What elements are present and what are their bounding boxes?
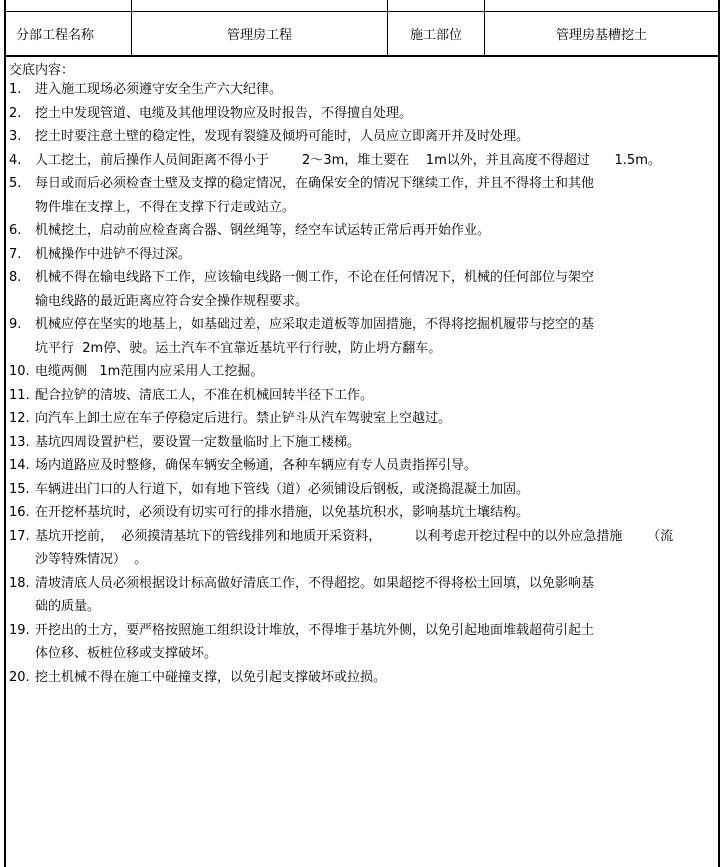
list-item <box>6 313 718 360</box>
item-number: 6. <box>9 223 22 238</box>
item-number: 8. <box>9 270 22 285</box>
item-text: 机械挖土，启动前应检查离合器、钢丝绳等，经空车试运转正常后再开始作业。 <box>35 223 491 238</box>
item-number: 20. <box>9 669 30 685</box>
list-item <box>6 572 718 619</box>
item-number: 16. <box>9 505 30 520</box>
list-item <box>6 172 718 219</box>
item-text: 人工挖土，前后操作人员间距离不得小于 2～3m，堆土要在 1m以外，并且高度不得超过 1.5m。 <box>35 152 661 168</box>
item-number: 14. <box>9 458 30 473</box>
disclosure-items <box>6 78 718 689</box>
list-item <box>6 666 718 690</box>
list-item <box>6 149 718 173</box>
list-item <box>6 78 718 102</box>
list-item <box>6 501 718 525</box>
item-text: 机械操作中进铲不得过深。 <box>35 246 192 262</box>
list-item <box>6 407 718 431</box>
item-text: 场内道路应及时整修，确保车辆安全畅通，各种车辆应有专人员责指挥引导。 <box>35 458 478 473</box>
item-text: 挖土时要注意土壁的稳定性，发现有裂缝及倾坍可能时，人员应立即离开并及时处理。 <box>35 129 530 144</box>
location-label: 施工部位 <box>409 28 462 43</box>
item-text: 挖土机械不得在施工中碰撞支撑，以免引起支撑破坏或拉损。 <box>35 669 387 685</box>
item-number: 10. <box>9 364 30 379</box>
header-row <box>4 12 720 57</box>
item-text: 挖土中发现管道、电缆及其他埋设物应及时报告，不得擅自处理。 <box>35 105 413 121</box>
list-item <box>6 219 718 243</box>
section-name-value: 管理房工程 <box>226 28 292 43</box>
item-text: 在开挖杯基坑时，必须设有切实可行的排水措施，以免基坑积水，影响基坑土壤结构。 <box>35 505 530 520</box>
column-divider <box>484 0 485 12</box>
item-text: 每日或而后必须检查土壁及支撑的稳定情况，在确保安全的情况下继续工作，并且不得将土和其他 物件堆在支撑上，不得在支撑下行走或站立。 <box>35 176 595 215</box>
item-number: 9. <box>9 317 22 332</box>
item-text: 进入施工现场必须遵守安全生产六大纪律。 <box>35 82 283 97</box>
content-heading: 交底内容： <box>9 63 75 78</box>
list-item <box>6 454 718 478</box>
item-number: 19. <box>9 622 30 638</box>
list-item <box>6 525 718 572</box>
list-item <box>6 384 718 408</box>
item-text: 开挖出的土方，要严格按照施工组织设计堆放，不得堆于基坑外侧，以免引起地面堆载超荷引起土 体位移、板桩位移或支撑破坏。 <box>35 622 595 661</box>
column-divider <box>387 0 388 12</box>
item-text: 配合拉铲的清坡、清底工人，不准在机械回转半径下工作。 <box>35 387 374 403</box>
list-item <box>6 619 718 666</box>
item-text: 清坡清底人员必须根据设计标高做好清底工作，不得超挖。如果超挖不得将松土回填，以免影响基 础的质量。 <box>35 575 595 614</box>
list-item <box>6 243 718 267</box>
list-item <box>6 102 718 126</box>
item-number: 2. <box>9 105 22 121</box>
list-item <box>6 431 718 455</box>
section-name-label: 分部工程名称 <box>16 28 95 43</box>
item-number: 15. <box>9 481 30 497</box>
disclosure-body <box>4 57 720 867</box>
column-divider <box>131 0 132 12</box>
item-number: 4. <box>9 152 22 168</box>
item-number: 17. <box>9 528 30 544</box>
item-text: 向汽车上卸土应在车子停稳定后进行。禁止铲斗从汽车驾驶室上空越过。 <box>35 411 452 426</box>
list-item <box>6 360 718 384</box>
list-item <box>6 266 718 313</box>
item-number: 18. <box>9 575 30 591</box>
item-number: 7. <box>9 246 22 262</box>
item-text: 基坑开挖前， 必须摸清基坑下的管线排列和地质开采资料， 以利考虑开挖过程中的以外应急措施 （流 沙等特殊情况） 。 <box>35 528 674 567</box>
item-text: 车辆进出门口的人行道下，如有地下管线（道）必须铺设后钢板，或浇捣混凝土加固。 <box>35 481 530 497</box>
item-number: 13. <box>9 434 30 450</box>
list-item <box>6 478 718 502</box>
item-number: 12. <box>9 411 30 426</box>
item-text: 电缆两侧 1m范围内应采用人工挖掘。 <box>35 364 264 379</box>
item-number: 3. <box>9 129 22 144</box>
item-text: 机械不得在输电线路下工作，应该输电线路一侧工作，不论在任何情况下，机械的任何部位与架空 输电线路的最近距离应符合安全操作规程要求。 <box>35 270 595 309</box>
item-text: 基坑四周设置护栏，要设置一定数量临时上下施工楼梯。 <box>35 434 361 450</box>
item-number: 11. <box>9 387 30 403</box>
item-text: 机械应停在坚实的地基上，如基础过差，应采取走道板等加固措施，不得将挖掘机履带与挖空的基 坑平行 2m停、驶。运土汽车不宜靠近基坑平行行驶，防止坍方翻车。 <box>35 317 595 356</box>
list-item <box>6 125 718 149</box>
location-value: 管理房基槽挖土 <box>555 28 647 43</box>
item-number: 1. <box>9 82 22 97</box>
top-row-fragment <box>4 0 720 12</box>
item-number: 5. <box>9 176 22 191</box>
